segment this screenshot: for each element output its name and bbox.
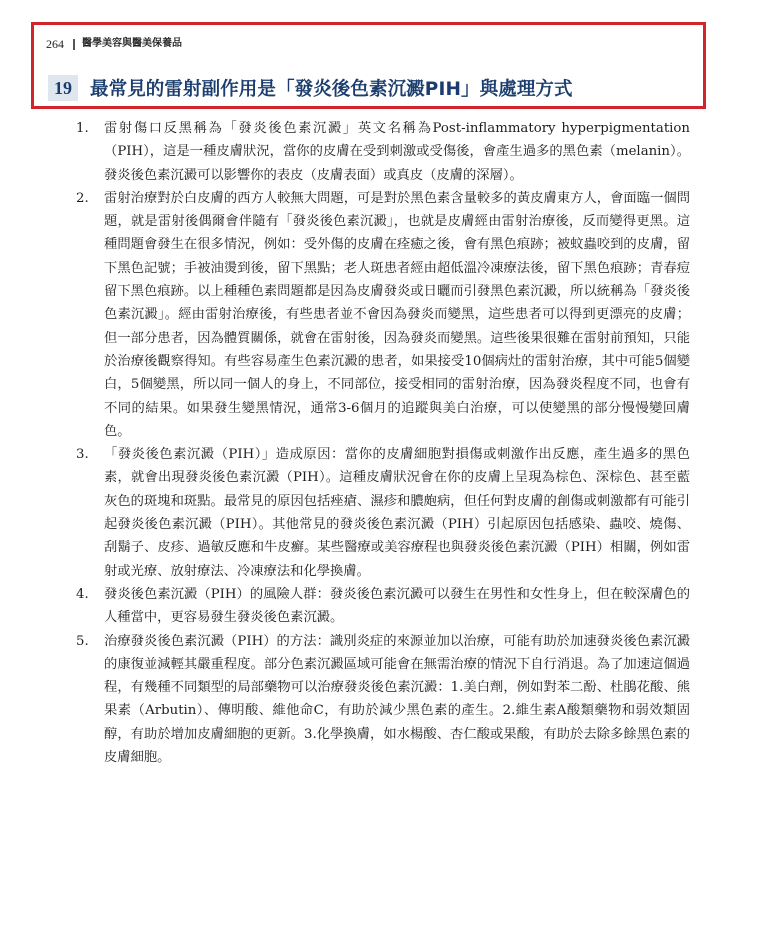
list-item-text: 雷射治療對於白皮膚的西方人較無大問題，可是對於黑色素含量較多的黃皮膚東方人，會面臨一個問題，就是雷射後偶爾會伴隨有「發炎後色素沉澱」，也就是皮膚經由雷射治療後，反而變得更黑。這種問題會發生在很多情況，例如：受外傷的皮膚在痊癒之後，會有黑色痕跡；被蚊蟲咬到的皮膚，留下黑色記號；手被油燙到後，留下黑點；老人斑患者經由超低溫冷凍療法後，留下黑色痕跡；青春痘留下黑色痕跡。以上種種色素問題都是因為皮膚發炎或日曬而引發黑色素沉澱，所以統稱為「發炎後色素沉澱」。經由雷射治療後，有些患者並不會因為發炎而變黑，這些患者可以得到更漂亮的皮膚；但一部分患者，因為體質關係，就會在雷射後，因為發炎而變黑。這些後果很難在雷射前預知，只能於治療後觀察得知。有些容易產生色素沉澱的患者，如果接受10個病灶的雷射治療，其中可能5個變白，5個變黑，所以同一個人的身上，不同部位，接受相同的雷射治療，因為發炎程度不同，也會有不同的結果。如果發生變黑情況，通常3-6個月的追蹤與美白治療，可以使變黑的部分慢慢變回膚色。 (104, 190, 690, 439)
list-item (76, 443, 690, 583)
list-item-text: 治療發炎後色素沉澱（PIH）的方法：識別炎症的來源並加以治療，可能有助於加速發炎後色素沉澱的康復並減輕其嚴重程度。部分色素沉澱區域可能會在無需治療的情況下自行消退。為了加速這個過程，有幾種不同類型的局部藥物可以治療發炎後色素沉澱：1.美白劑，例如對苯二酚、杜鵑花酸、熊果素（Arbutin）、傳明酸、維他命C，有助於減少黑色素的產生。2.維生素A酸類藥物和弱效類固醇，有助於增加皮膚細胞的更新。3.化學換膚，如水楊酸、杏仁酸或果酸，有助於去除多餘黑色素的皮膚細胞。 (104, 633, 690, 766)
page-header-highlight (31, 22, 706, 109)
chapter-heading (48, 75, 573, 101)
chapter-number-badge: 19 (48, 75, 78, 101)
list-item (76, 187, 690, 443)
list-item-number: 2. (76, 190, 89, 206)
header-divider (73, 39, 75, 50)
list-item-number: 3. (76, 447, 89, 463)
list-item-text: 發炎後色素沉澱（PIH）的風險人群：發炎後色素沉澱可以發生在男性和女性身上，但在較深膚色的人種當中，更容易發生發炎後色素沉澱。 (104, 586, 690, 626)
list-item (76, 630, 690, 770)
list-item (76, 583, 690, 630)
list-item (76, 117, 690, 187)
list-item-number: 5. (76, 633, 89, 649)
chapter-title: 最常見的雷射副作用是「發炎後色素沉澱PIH」與處理方式 (90, 79, 573, 100)
running-head (46, 37, 182, 51)
list-item-number: 1. (76, 121, 89, 136)
list-item-text: 「發炎後色素沉澱（PIH）」造成原因：當你的皮膚細胞對損傷或刺激作出反應，產生過多的黑色素，就會出現發炎後色素沉澱（PIH）。這種皮膚狀況會在你的皮膚上呈現為棕色、深棕色、甚至藍灰色的斑塊和斑點。最常見的原因包括痤瘡、濕疹和膿皰病，但任何對皮膚的創傷或刺激都有可能引起發炎後色素沉澱（PIH）。其他常見的發炎後色素沉澱（PIH）引起原因包括感染、蟲咬、燒傷、刮鬍子、皮疹、過敏反應和牛皮癬。某些醫療或美容療程也與發炎後色素沉澱（PIH）相關，例如雷射或光療、放射療法、冷凍療法和化學換膚。 (104, 447, 690, 579)
list-item-number: 4. (76, 586, 89, 602)
book-title: 醫學美容與醫美保養品 (82, 38, 182, 49)
page-number: 264 (46, 37, 64, 51)
list-item-text: 雷射傷口反黑稱為「發炎後色素沉澱」英文名稱為Post-inflammatory hyperpigmentation（PIH），這是一種皮膚狀況，當你的皮膚在受到刺激或受傷後，會產生過多的黑色素（melanin）。發炎後色素沉澱可以影響你的表皮（皮膚表面）或真皮（皮膚的深層）。 (104, 121, 690, 183)
article-body (76, 117, 690, 769)
